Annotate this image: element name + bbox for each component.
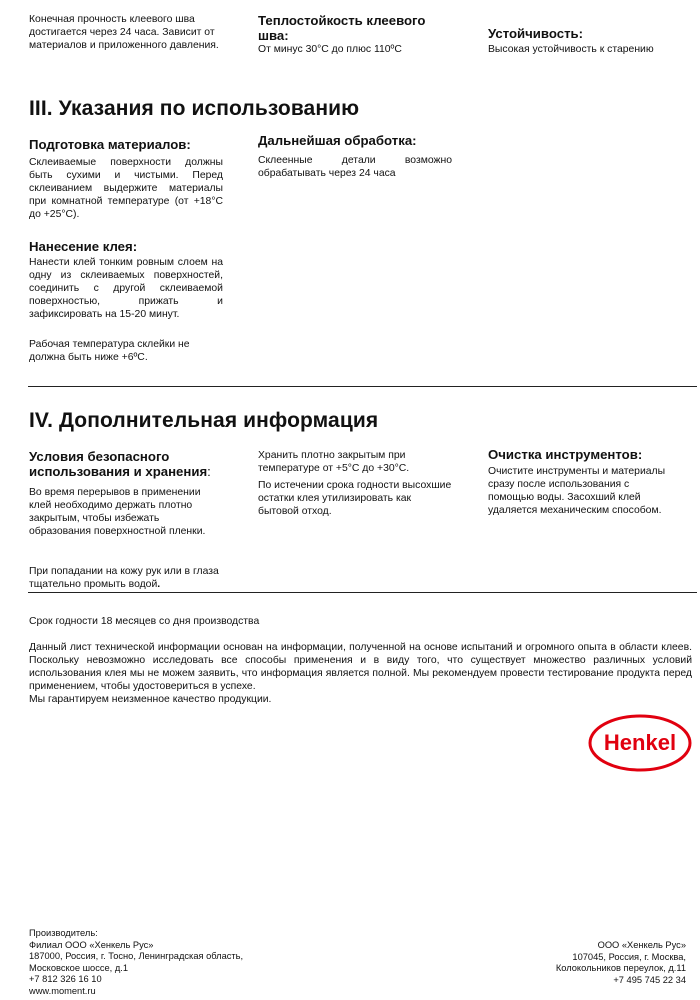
footer-line: 107045, Россия, г. Москва, <box>572 951 686 962</box>
prep-title: Подготовка материалов: <box>29 137 191 152</box>
prep-text: Склеиваемые поверхности должны быть сухими и чистыми. Перед склеиванием выдержите материалы при комнатной температуре (от +18°С до +25°С). <box>29 157 223 220</box>
footer-line: +7 812 326 16 10 <box>29 974 102 984</box>
section-divider <box>28 386 697 387</box>
safety-title: Условия безопасного использования и хранения: <box>29 449 211 479</box>
footer-line: 187000, Россия, г. Тосно, Ленинградская область, <box>29 951 244 961</box>
footer-company <box>420 940 686 986</box>
footer-line: Московское шоссе, д.1 <box>29 962 129 973</box>
henkel-logo-text: Henkel <box>603 730 677 755</box>
disclaimer-text: Данный лист технической информации основан на информации, полученной на основе испытаний и огромного опыта в области клеев. Поскольку невозможно исследовать все способы применения и в виду того, что существует множество различных условий использования клея мы не можем заявить, что информация является полной. Мы рекомендуем провести тестирование продукта перед применением, чтобы удостовериться в успехе. <box>29 642 692 692</box>
section3-title: III. Указания по использованию <box>29 97 360 120</box>
further-text: Склеенные детали возможно обрабатывать через 24 часа <box>258 155 452 179</box>
footer-line: Филиал ООО «Хенкель Рус» <box>29 939 154 950</box>
cleaning-text: Очистите инструменты и материалы сразу после использования с помощью воды. Засохший клей удаляется механическим способом. <box>488 466 666 516</box>
footer-manufacturer <box>29 928 349 997</box>
apply-temp-text: Рабочая температура склейки не должна быть ниже +6ºС. <box>29 339 190 363</box>
cleaning-title: Очистка инструментов: <box>488 447 643 462</box>
heat-resistance-title: Теплостойкость клеевого шва: <box>258 13 426 43</box>
henkel-logo <box>588 714 692 772</box>
footer-line: ООО «Хенкель Рус» <box>597 940 686 950</box>
strength-text: Конечная прочность клеевого шва достигается через 24 часа. Зависит от материалов и приложенного давления. <box>29 14 219 51</box>
footer-website-link[interactable]: www.moment.ru <box>29 985 96 996</box>
resistance-text: Высокая устойчивость к старению <box>488 44 654 55</box>
safety-skin-text: При попадании на кожу рук или в глаза тщательно промыть водой. <box>29 566 219 590</box>
section-divider-2 <box>28 592 697 593</box>
safety-text: Во время перерывов в применении клей необходимо держать плотно закрытым, чтобы избежать образования поверхностной пленки. <box>29 487 206 537</box>
footer-line: +7 495 745 22 34 <box>613 974 686 985</box>
heat-resistance-text: От минус 30°С до плюс 110ºС <box>258 44 402 55</box>
footer-line: Производитель: <box>29 928 98 938</box>
shelf-life-text: Срок годности 18 месяцев со дня производства <box>29 616 260 627</box>
section4-title: IV. Дополнительная информация <box>29 409 379 432</box>
storage-text: Хранить плотно закрытым при температуре от +5°С до +30°С. <box>258 450 410 474</box>
apply-title: Нанесение клея: <box>29 239 138 254</box>
apply-text: Нанести клей тонким ровным слоем на одну из склеиваемых поверхностей, соединить с другой склеиваемой поверхностью, прижать и зафиксировать на 15-20 минут. <box>29 257 223 320</box>
disposal-text: По истечении срока годности высохшие остатки клея утилизировать как бытовой отход. <box>258 480 452 517</box>
footer-line: Колокольников переулок, д.11 <box>555 963 686 973</box>
guarantee-text: Мы гарантируем неизменное качество продукции. <box>29 694 272 705</box>
resistance-title: Устойчивость: <box>488 26 584 41</box>
further-title: Дальнейшая обработка: <box>258 133 417 148</box>
